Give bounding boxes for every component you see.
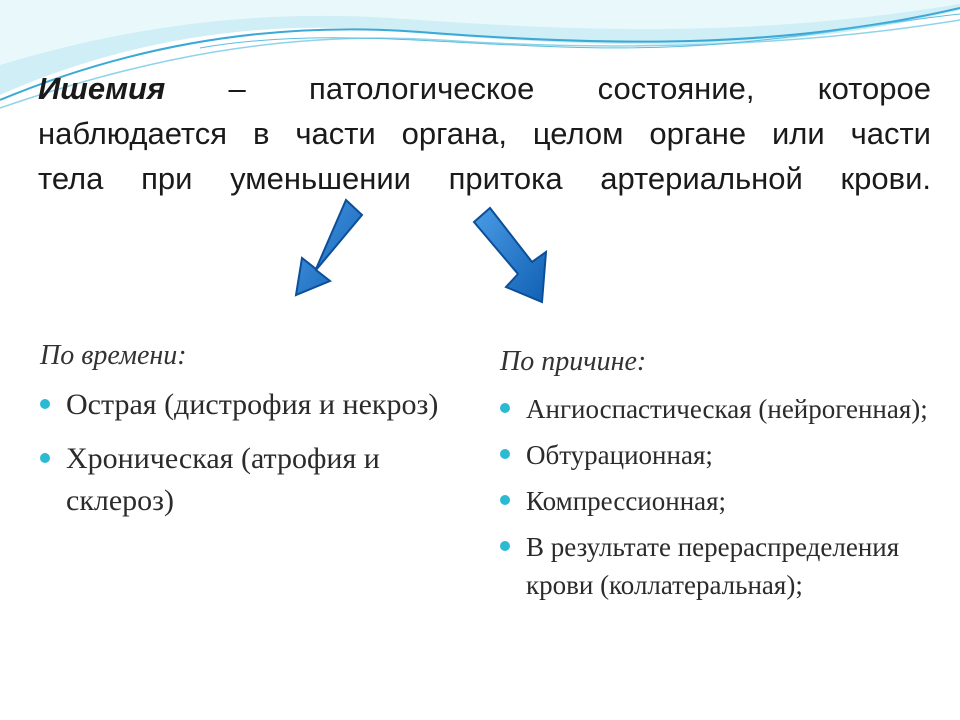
bullet-icon	[40, 399, 50, 409]
list-item: Компрессионная;	[500, 482, 940, 520]
branch-arrows	[0, 190, 960, 310]
bullet-icon	[500, 495, 510, 505]
by-time-section	[40, 338, 450, 534]
by-cause-heading: По причине:	[500, 346, 647, 377]
definition-line-3: тела при уменьшении притока артериальной крови.	[38, 161, 931, 196]
list-item: Хроническая (атрофия и склероз)	[40, 438, 450, 522]
definition-text	[38, 66, 931, 201]
arrow-down-left-icon	[296, 200, 362, 295]
bullet-icon	[500, 541, 510, 551]
by-cause-section	[500, 344, 940, 612]
definition-line-2: наблюдается в части органа, целом органе или части	[38, 116, 931, 151]
bullet-icon	[500, 449, 510, 459]
definition-line-1: Ишемия – патологическое состояние, которое	[38, 71, 931, 106]
bullet-icon	[40, 453, 50, 463]
bullet-icon	[500, 403, 510, 413]
list-item: Обтурационная;	[500, 436, 940, 474]
term-ishemia: Ишемия	[38, 71, 166, 106]
arrow-down-right-icon	[474, 208, 546, 302]
by-cause-list	[500, 390, 940, 604]
by-time-list	[40, 384, 450, 522]
list-item: Ангиоспастическая (нейрогенная);	[500, 390, 940, 428]
list-item: Острая (дистрофия и некроз)	[40, 384, 450, 426]
list-item: В результате перераспределения крови (коллатеральная);	[500, 528, 940, 604]
by-time-heading: По времени:	[40, 340, 187, 371]
